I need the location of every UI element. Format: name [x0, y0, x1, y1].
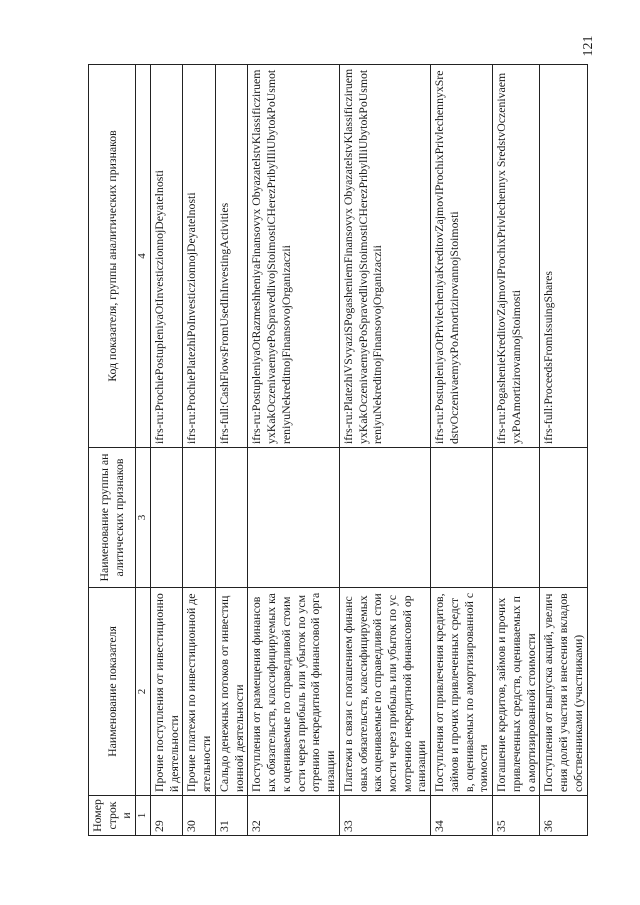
table-row	[215, 65, 247, 836]
group-name	[248, 448, 339, 588]
table-row	[431, 65, 493, 836]
row-number: 34	[431, 796, 493, 836]
indicator-code: ifrs-ru:PostupleniyaOtPrivlecheniyaKreditovZajmovIProchixPrivlechennyxSredstvOczenivaemyxPoAmortizirovannojStoimosti	[431, 65, 493, 448]
header-row-number: Номер строки	[89, 796, 136, 836]
column-number: 1	[136, 796, 151, 836]
table-row	[183, 65, 215, 836]
group-name	[339, 448, 430, 588]
group-name	[493, 448, 540, 588]
header-code: Код показателя, группы аналитических признаков	[89, 65, 136, 448]
page-number: 121	[581, 35, 596, 57]
column-number: 4	[136, 65, 151, 448]
group-name	[215, 448, 247, 588]
group-name	[431, 448, 493, 588]
column-number: 3	[136, 448, 151, 588]
indicator-name: Сальдо денежных потоков от инвестиционной деятельности	[215, 588, 247, 796]
column-numbers-row	[136, 65, 151, 836]
indicator-name: Погашение кредитов, займов и прочих привлеченных средств, оцениваемых по амортизированной стоимости	[493, 588, 540, 796]
indicator-table	[88, 64, 588, 836]
indicator-name: Поступления от выпуска акций, увеличения долей участия и внесения вкладов собственниками (участниками)	[540, 588, 587, 796]
header-group-name: Наименование группы аналитических признаков	[89, 448, 136, 588]
indicator-code: ifrs-full:ProceedsFromIssuingShares	[540, 65, 587, 448]
indicator-code: ifrs-full:CashFlowsFromUsedInInvestingActivities	[215, 65, 247, 448]
group-name	[540, 448, 587, 588]
indicator-name: Прочие платежи по инвестиционной деятельности	[183, 588, 215, 796]
row-number: 29	[150, 796, 182, 836]
indicator-name: Платежи в связи с погашением финансовых обязательств, классифицируемых как оцениваемые по справедливой стоимости через прибыль или убыток по усмотрению некредитной финансовой организации	[339, 588, 430, 796]
indicator-code: ifrs-ru:PogashenieKreditovZajmovIProchixPrivlechennyx SredstvOczenivaemyxPoAmortizirovannojStoimosti	[493, 65, 540, 448]
table-header-row	[89, 65, 136, 836]
rotated-table-region	[88, 64, 585, 836]
indicator-code: ifrs-ru:PostupleniyaOtRazmeshheniyaFinansovyx ObyazatelstvKlassificziruemyxKakOczenivaemyePoSpravedlivojStoimostiCHerezPribylIliUbytokPoUsmotreniyuNekreditnojFinansovojOrganizaczii	[248, 65, 339, 448]
indicator-code: ifrs-ru:PlatezhiVSvyaziSPogasheniemFinansovyx ObyazatelstvKlassificziruemyxKakOczenivaemyePoSpravedlivojStoimostiCHerezPribylIliUbytokPoUsmotreniyuNekreditnojFinansovojOrganizaczii	[339, 65, 430, 448]
indicator-name: Поступления от размещения финансовых обязательств, классифицируемых как оцениваемые по справедливой стоимости через прибыль или убыток по усмотрению некредитной финансовой организации	[248, 588, 339, 796]
table-row	[540, 65, 587, 836]
row-number: 30	[183, 796, 215, 836]
table-row	[248, 65, 339, 836]
header-indicator-name: Наименование показателя	[89, 588, 136, 796]
indicator-name: Прочие поступления от инвестиционной деятельности	[150, 588, 182, 796]
row-number: 32	[248, 796, 339, 836]
row-number: 36	[540, 796, 587, 836]
table-row	[150, 65, 182, 836]
row-number: 33	[339, 796, 430, 836]
indicator-code: ifrs-ru:ProchiePlatezhiPoInvesticzionnojDeyatelnosti	[183, 65, 215, 448]
indicator-code: ifrs-ru:ProchiePostupleniyaOtInvesticzionnojDeyatelnosti	[150, 65, 182, 448]
group-name	[150, 448, 182, 588]
row-number: 31	[215, 796, 247, 836]
row-number: 35	[493, 796, 540, 836]
group-name	[183, 448, 215, 588]
table-row	[339, 65, 430, 836]
column-number: 2	[136, 588, 151, 796]
indicator-name: Поступления от привлечения кредитов, займов и прочих привлеченных средств, оцениваемых по амортизированной стоимости	[431, 588, 493, 796]
table-row	[493, 65, 540, 836]
